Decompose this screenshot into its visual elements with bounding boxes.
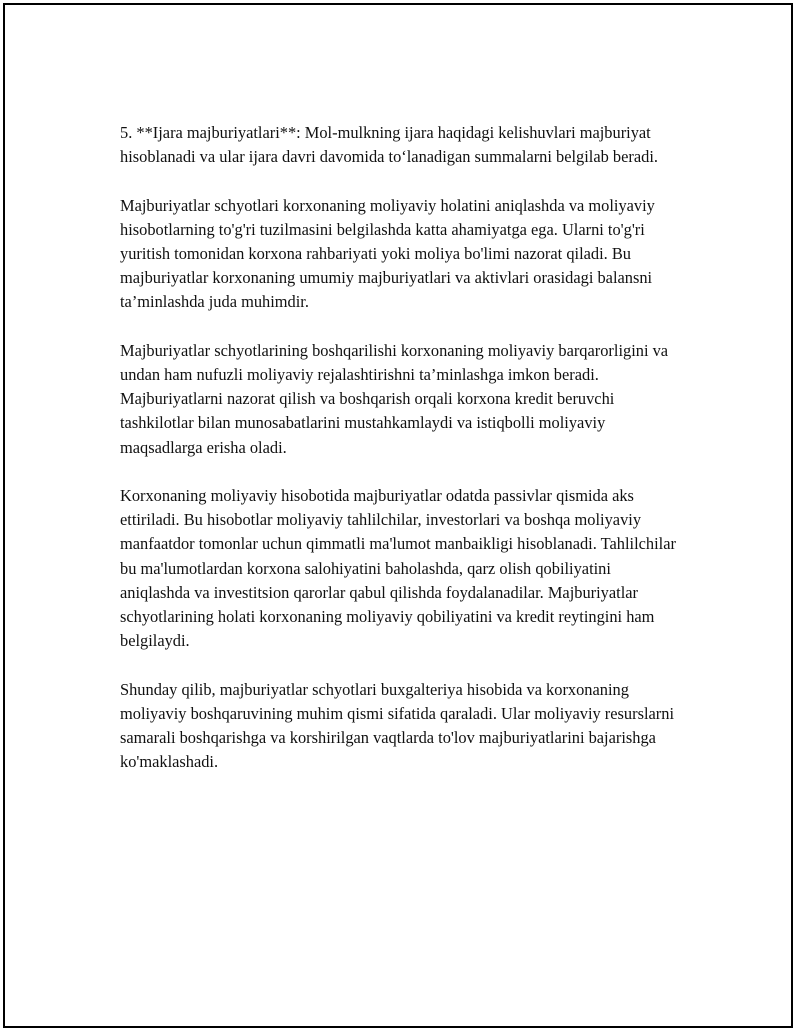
paragraph-lease-obligations: 5. **Ijara majburiyatlari**: Mol-mulkning ijara haqidagi kelishuvlari majburiyat hisoblanadi va ular ijara davri davomida toʻlanadigan summalarni belgilab beradi.: [120, 123, 658, 167]
paragraph-obligation-accounts-importance: Majburiyatlar schyotlari korxonaning moliyaviy holatini aniqlashda va moliyaviy hisobotlarning to'g'ri tuzilmasini belgilashda katta ahamiyatga ega. Ularni to'g'ri yuritish tomonidan korxona rahbariyati yoki moliya bo'limi nazorat qiladi. Bu majburiyatlar korxonaning umumiy majburiyatlari va aktivlari orasidagi balansni ta’minlashda juda muhimdir.: [120, 195, 655, 312]
paragraph-obligation-management: Majburiyatlar schyotlarining boshqarilishi korxonaning moliyaviy barqarorligini va undan ham nufuzli moliyaviy rejalashtirishni ta’minlashga imkon beradi. Majburiyatlarni nazorat qilish va boshqarish orqali korxona kredit beruvchi tashkilotlar bilan munosabatlarini mustahkamlaydi va istiqbolli moliyaviy maqsadlarga erisha oladi.: [120, 340, 669, 457]
paragraph-financial-reporting: Korxonaning moliyaviy hisobotida majburiyatlar odatda passivlar qismida aks ettiriladi. Bu hisobotlar moliyaviy tahlilchilar, investorlari va boshqa moliyaviy manfaatdor tomonlar uchun qimmatli ma'lumot manbaikligi hisoblanadi. Tahlilchilar bu ma'lumotlardan korxona salohiyatini baholashda, qarz olish qobiliyatini aniqlashda va investitsion qarorlar qabul qilishda foydalanadilar. Majburiyatlar schyotlarining holati korxonaning moliyaviy qobiliyatini va kredit reytingini ham belgilaydi.: [120, 486, 676, 651]
document-body: [120, 121, 680, 799]
document-page: [3, 3, 793, 1028]
paragraph-conclusion: Shunday qilib, majburiyatlar schyotlari buxgalteriya hisobida va korxonaning moliyaviy boshqaruvining muhim qismi sifatida qaraladi. Ular moliyaviy resurslarni samarali boshqarishga va korshirilgan vaqtlarda to'lov majburiyatlarini bajarishga ko'maklashadi.: [120, 679, 674, 772]
